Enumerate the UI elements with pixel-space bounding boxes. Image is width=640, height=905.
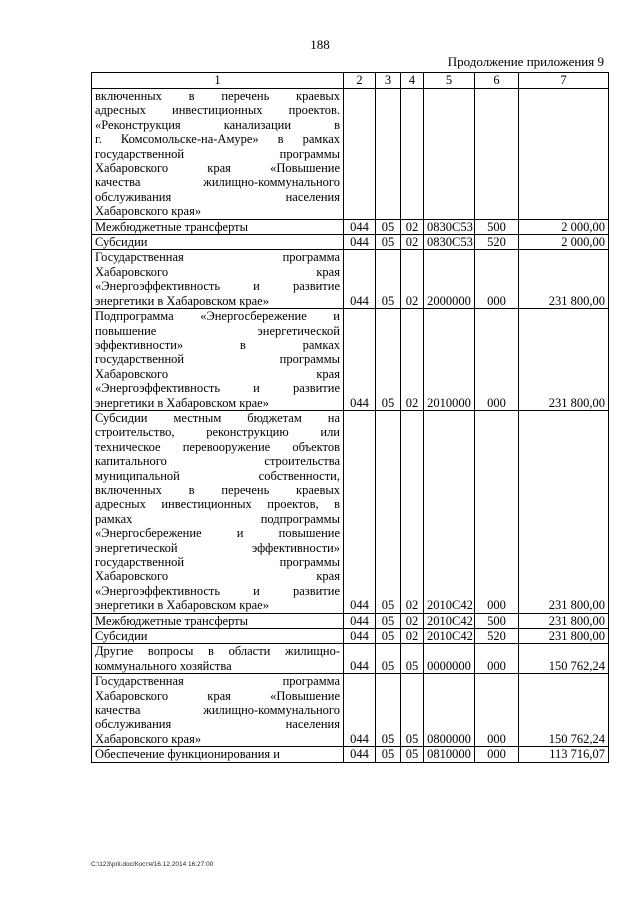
item-name-line: Субсидии местным бюджетам на	[95, 410, 340, 425]
table-row	[92, 644, 609, 674]
target-article-cell: 2000000	[424, 250, 475, 309]
table-row	[92, 309, 609, 411]
item-name-cell	[92, 747, 344, 762]
item-name-line: капитального строительства	[95, 454, 340, 469]
target-article-cell: 2010С42	[424, 629, 475, 644]
item-name-line: Государственная программа	[95, 250, 340, 265]
target-article-cell: 2010С42	[424, 613, 475, 628]
item-name-line: Хабаровского края	[95, 366, 340, 381]
section-cell: 05	[376, 674, 401, 747]
col-header-amount: 7	[519, 73, 609, 89]
target-article-cell: 0830С53	[424, 219, 475, 234]
item-name-line: Подпрограмма «Энергосбережение и	[95, 309, 340, 324]
budget-code-cell: 044	[344, 219, 376, 234]
table-row	[92, 235, 609, 250]
item-name-line: включенных в перечень краевых	[95, 482, 340, 497]
page-number: 188	[310, 37, 330, 52]
expense-type-cell: 520	[475, 235, 519, 250]
table-header	[92, 73, 609, 89]
amount-cell: 231 800,00	[519, 309, 609, 411]
item-name-line: государственной программы	[95, 146, 340, 161]
item-name-line: включенных в перечень краевых	[95, 89, 340, 103]
item-name-line: «Энергоэффективность и развитие	[95, 583, 340, 598]
subsection-cell: 02	[401, 629, 424, 644]
budget-code-cell: 044	[344, 747, 376, 762]
item-name-line: энергетики в Хабаровском крае»	[95, 293, 269, 308]
item-name-line: муниципальной собственности,	[95, 468, 340, 483]
col-header-target: 5	[424, 73, 475, 89]
item-name-line: эффективности» в рамках	[95, 337, 340, 352]
item-name-cell	[92, 644, 344, 674]
target-article-cell	[424, 89, 475, 220]
target-article-cell: 0830С53	[424, 235, 475, 250]
budget-code-cell: 044	[344, 644, 376, 674]
section-cell: 05	[376, 747, 401, 762]
item-name-line: «Энергосбережение и повышение	[95, 526, 340, 541]
item-name-line: Хабаровского края	[95, 264, 340, 279]
item-name-line: техническое перевооружение объектов	[95, 439, 340, 454]
header-row	[92, 73, 609, 89]
item-name-cell	[92, 89, 344, 220]
item-name-line: качества жилищно-коммунального	[95, 703, 340, 718]
item-name-line: «Энергоэффективность и развитие	[95, 381, 340, 396]
section-cell: 05	[376, 235, 401, 250]
table-row	[92, 674, 609, 747]
section-cell: 05	[376, 644, 401, 674]
target-article-cell: 2010С42	[424, 410, 475, 613]
table-row	[92, 89, 609, 220]
amount-cell: 2 000,00	[519, 235, 609, 250]
amount-cell: 231 800,00	[519, 613, 609, 628]
budget-code-cell: 044	[344, 410, 376, 613]
section-cell: 05	[376, 309, 401, 411]
table-row	[92, 613, 609, 628]
table-row	[92, 250, 609, 309]
target-article-cell: 0800000	[424, 674, 475, 747]
target-article-cell: 0000000	[424, 644, 475, 674]
subsection-cell: 02	[401, 219, 424, 234]
table-row	[92, 747, 609, 762]
expense-type-cell: 000	[475, 309, 519, 411]
subsection-cell: 02	[401, 235, 424, 250]
budget-code-cell: 044	[344, 309, 376, 411]
item-name-cell	[92, 219, 344, 234]
subsection-cell: 02	[401, 309, 424, 411]
section-cell: 05	[376, 219, 401, 234]
expense-type-cell: 500	[475, 613, 519, 628]
item-name-line: Субсидии	[95, 235, 148, 250]
expense-type-cell: 000	[475, 410, 519, 613]
item-name-line: «Реконструкция канализации в	[95, 117, 340, 132]
amount-cell: 150 762,24	[519, 674, 609, 747]
item-name-line: Межбюджетные трансферты	[95, 219, 249, 234]
file-path-footer: C:\123\pril.doc/Костя/16.12.2014 16:27:00	[91, 861, 214, 868]
item-name-line: коммунального хозяйства	[95, 658, 232, 673]
target-article-cell: 2010000	[424, 309, 475, 411]
budget-code-cell: 044	[344, 250, 376, 309]
amount-cell: 231 800,00	[519, 250, 609, 309]
item-name-line: обслуживания населения	[95, 717, 340, 732]
item-name-line: Субсидии	[95, 629, 148, 644]
expense-type-cell	[475, 89, 519, 220]
item-name-line: Межбюджетные трансферты	[95, 613, 249, 628]
expense-type-cell: 000	[475, 644, 519, 674]
target-article-cell: 0810000	[424, 747, 475, 762]
budget-table	[91, 72, 609, 763]
amount-cell: 150 762,24	[519, 644, 609, 674]
subsection-cell: 02	[401, 410, 424, 613]
item-name-line: государственной программы	[95, 352, 340, 367]
col-header-code: 2	[344, 73, 376, 89]
subsection-cell: 05	[401, 747, 424, 762]
amount-cell: 2 000,00	[519, 219, 609, 234]
section-cell: 05	[376, 250, 401, 309]
subsection-cell: 05	[401, 674, 424, 747]
budget-code-cell	[344, 89, 376, 220]
table-row	[92, 410, 609, 613]
item-name-line: государственной программы	[95, 555, 340, 569]
amount-cell	[519, 89, 609, 220]
item-name-cell	[92, 235, 344, 250]
continuation-label: Продолжение приложения 9	[447, 54, 604, 69]
subsection-cell	[401, 89, 424, 220]
item-name-cell	[92, 674, 344, 747]
item-name-line: энергетики в Хабаровском крае»	[95, 395, 269, 410]
item-name-line: повышение энергетической	[95, 323, 340, 338]
budget-code-cell: 044	[344, 674, 376, 747]
col-header-subsection: 4	[401, 73, 424, 89]
item-name-cell	[92, 309, 344, 411]
section-cell	[376, 89, 401, 220]
subsection-cell: 05	[401, 644, 424, 674]
item-name-line: адресных инвестиционных проектов, в	[95, 497, 340, 512]
budget-code-cell: 044	[344, 235, 376, 250]
col-header-name: 1	[92, 73, 344, 89]
item-name-line: адресных инвестиционных проектов.	[95, 103, 340, 118]
expense-type-cell: 000	[475, 674, 519, 747]
item-name-line: обслуживания населения	[95, 189, 340, 204]
item-name-line: Государственная программа	[95, 674, 340, 689]
item-name-line: рамках подпрограммы	[95, 511, 340, 526]
expense-type-cell: 520	[475, 629, 519, 644]
table-row	[92, 629, 609, 644]
table-body	[92, 89, 609, 763]
col-header-section: 3	[376, 73, 401, 89]
item-name-line: качества жилищно-коммунального	[95, 175, 340, 190]
table-row	[92, 219, 609, 234]
item-name-line: энергетической эффективности»	[95, 540, 340, 555]
amount-cell: 231 800,00	[519, 629, 609, 644]
expense-type-cell: 000	[475, 250, 519, 309]
item-name-cell	[92, 613, 344, 628]
expense-type-cell: 500	[475, 219, 519, 234]
item-name-line: Хабаровского края»	[95, 731, 202, 746]
item-name-line: «Энергоэффективность и развитие	[95, 279, 340, 294]
item-name-cell	[92, 410, 344, 613]
expense-type-cell: 000	[475, 747, 519, 762]
section-cell: 05	[376, 613, 401, 628]
amount-cell: 231 800,00	[519, 410, 609, 613]
item-name-line: г. Комсомольске-на-Амуре» в рамках	[95, 132, 340, 147]
budget-code-cell: 044	[344, 629, 376, 644]
item-name-cell	[92, 629, 344, 644]
item-name-line: Другие вопросы в области жилищно-	[95, 644, 340, 659]
item-name-line: энергетики в Хабаровском крае»	[95, 598, 269, 613]
section-cell: 05	[376, 629, 401, 644]
item-name-line: Хабаровского края	[95, 569, 340, 584]
item-name-line: Хабаровского края «Повышение	[95, 161, 340, 176]
budget-code-cell: 044	[344, 613, 376, 628]
section-cell: 05	[376, 410, 401, 613]
col-header-type: 6	[475, 73, 519, 89]
item-name-line: строительство, реконструкцию или	[95, 425, 340, 440]
amount-cell: 113 716,07	[519, 747, 609, 762]
item-name-line: Обеспечение функционирования и	[95, 747, 280, 762]
subsection-cell: 02	[401, 613, 424, 628]
item-name-cell	[92, 250, 344, 309]
item-name-line: Хабаровского края «Повышение	[95, 688, 340, 703]
item-name-line: Хабаровского края»	[95, 204, 202, 219]
subsection-cell: 02	[401, 250, 424, 309]
